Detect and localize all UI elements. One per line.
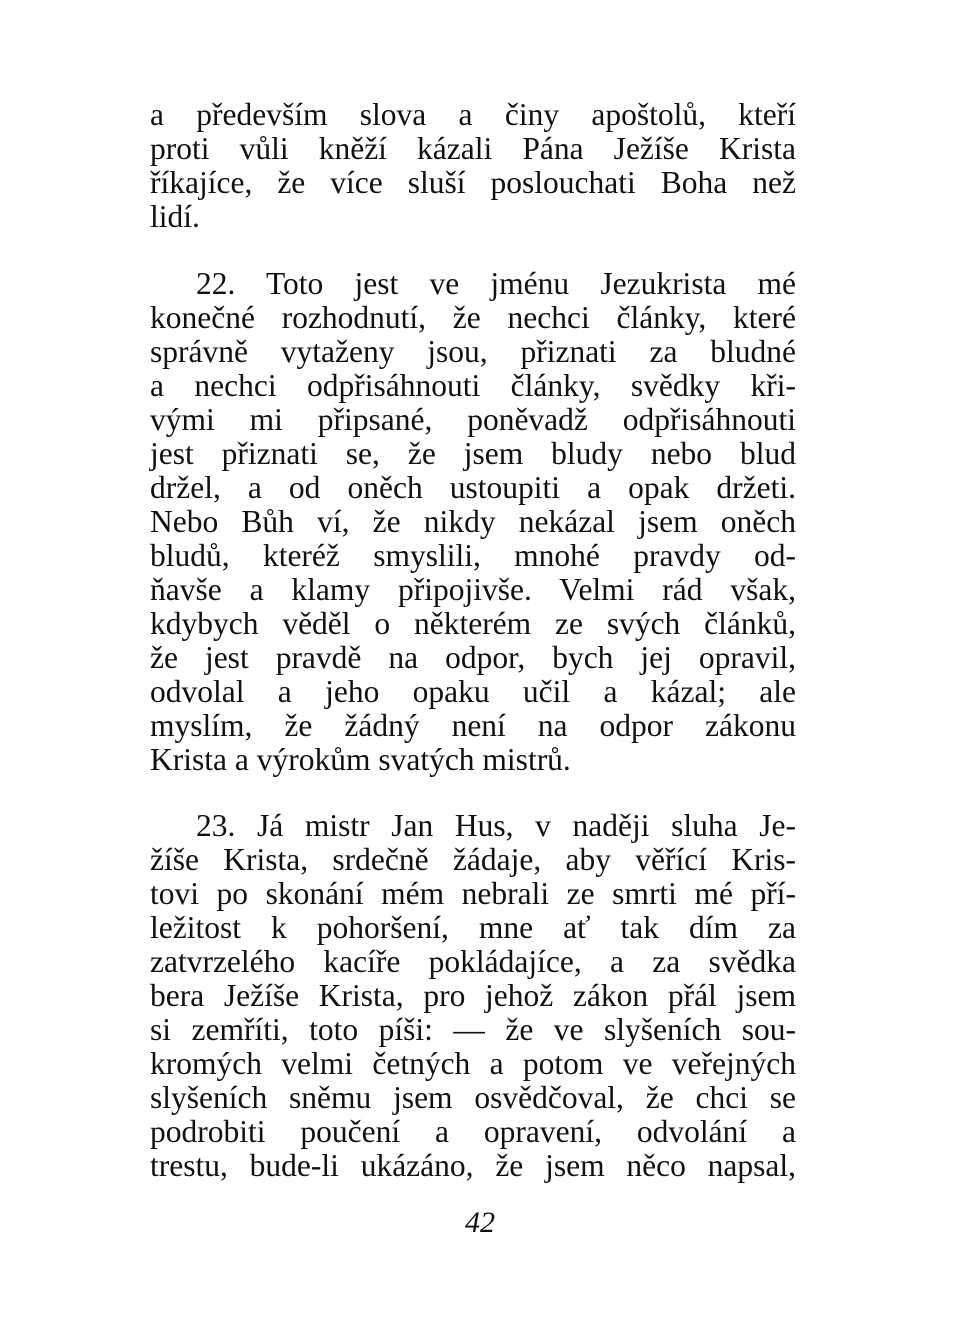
text-line: tovi po skonání mém nebrali ze smrti mé pří- bbox=[150, 876, 796, 911]
text-line: proti vůli kněží kázali Pána Ježíše Krista bbox=[150, 131, 796, 166]
text-line: trestu, bude-li ukázáno, že jsem něco napsal, bbox=[150, 1148, 796, 1183]
text-line: zatvrzelého kacíře pokládajíce, a za svědka bbox=[150, 944, 796, 979]
text-line: lidí. bbox=[150, 199, 200, 234]
text-line: držel, a od oněch ustoupiti a opak držeti. bbox=[150, 470, 796, 505]
paragraph-gap bbox=[150, 234, 796, 267]
paragraph bbox=[150, 267, 796, 777]
text-line: a především slova a činy apoštolů, kteří bbox=[150, 97, 796, 132]
text-line: říkajíce, že více sluší poslouchati Boha než bbox=[150, 165, 796, 200]
text-line: jest přiznati se, že jsem bludy nebo blud bbox=[150, 436, 796, 471]
text-line: bera Ježíše Krista, pro jehož zákon přál jsem bbox=[150, 978, 796, 1013]
text-line: odvolal a jeho opaku učil a kázal; ale bbox=[150, 674, 796, 709]
paragraph-gap bbox=[150, 777, 796, 809]
paragraph bbox=[150, 98, 796, 234]
text-line: myslím, že žádný není na odpor zákonu bbox=[150, 708, 796, 743]
text-line: 23. Já mistr Jan Hus, v naději sluha Je- bbox=[196, 808, 796, 843]
text-line: ležitost k pohoršení, mne ať tak dím za bbox=[150, 910, 796, 945]
text-line: správně vytaženy jsou, přiznati za bludné bbox=[150, 334, 796, 369]
page-number: 42 bbox=[465, 1206, 495, 1239]
text-line: Nebo Bůh ví, že nikdy nekázal jsem oněch bbox=[150, 504, 796, 539]
text-line: kdybych věděl o některém ze svých článků, bbox=[150, 606, 796, 641]
text-line: 22. Toto jest ve jménu Jezukrista mé bbox=[196, 266, 796, 301]
text-line: bludů, kteréž smyslili, mnohé pravdy od- bbox=[150, 538, 796, 573]
text-line: ňavše a klamy připojivše. Velmi rád však, bbox=[150, 572, 796, 607]
text-line: podrobiti poučení a opravení, odvolání a bbox=[150, 1114, 796, 1149]
paragraph bbox=[150, 809, 796, 1183]
text-line: si zemříti, toto píši: — že ve slyšeních sou- bbox=[150, 1012, 796, 1047]
body-text bbox=[150, 98, 796, 1183]
text-line: a nechci odpřisáhnouti články, svědky kři- bbox=[150, 368, 796, 403]
text-line: konečné rozhodnutí, že nechci články, které bbox=[150, 300, 796, 335]
text-line: že jest pravdě na odpor, bych jej opravil, bbox=[150, 640, 796, 675]
text-line: vými mi připsané, poněvadž odpřisáhnouti bbox=[150, 402, 796, 437]
text-line: kromých velmi četných a potom ve veřejných bbox=[150, 1046, 796, 1081]
text-line: žíše Krista, srdečně žádaje, aby věřící Kris- bbox=[150, 842, 796, 877]
text-line: Krista a výrokům svatých mistrů. bbox=[150, 742, 571, 777]
text-line: slyšeních sněmu jsem osvědčoval, že chci se bbox=[150, 1080, 796, 1115]
